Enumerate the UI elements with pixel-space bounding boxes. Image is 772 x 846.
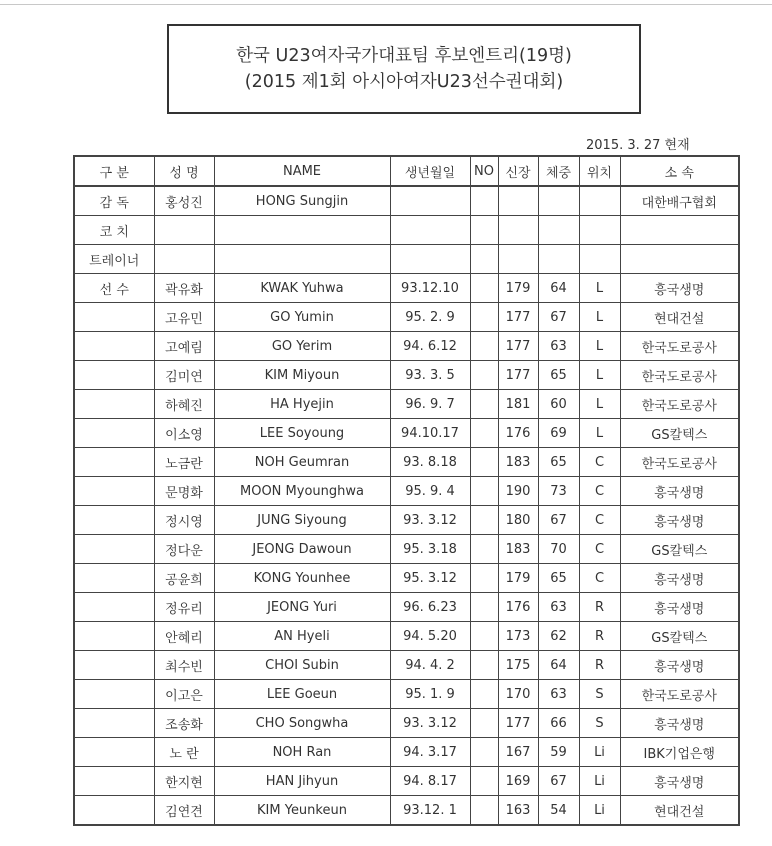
cell-birthdate: 94. 6.12 — [390, 332, 470, 361]
cell-position: C — [579, 535, 620, 564]
cell-weight: 62 — [538, 622, 579, 651]
cell-number — [470, 216, 498, 245]
cell-team: 흥국생명 — [620, 477, 739, 506]
cell-height: 175 — [498, 651, 538, 680]
cell-number — [470, 419, 498, 448]
cell-position: S — [579, 709, 620, 738]
cell-position — [579, 186, 620, 216]
cell-name-english: CHOI Subin — [214, 651, 390, 680]
cell-weight: 67 — [538, 506, 579, 535]
cell-position: C — [579, 506, 620, 535]
cell-height: 179 — [498, 274, 538, 303]
cell-position: L — [579, 361, 620, 390]
cell-team: 흥국생명 — [620, 274, 739, 303]
cell-number — [470, 448, 498, 477]
cell-name-english: KONG Younhee — [214, 564, 390, 593]
cell-number — [470, 245, 498, 274]
table-row — [74, 622, 739, 651]
cell-team: 흥국생명 — [620, 564, 739, 593]
cell-name-english: AN Hyeli — [214, 622, 390, 651]
cell-name-korean: 고유민 — [154, 303, 214, 332]
cell-team: 한국도로공사 — [620, 361, 739, 390]
document-subtitle: (2015 제1회 아시아여자U23선수권대회) — [244, 72, 564, 92]
cell-category — [74, 332, 154, 361]
cell-category — [74, 477, 154, 506]
cell-weight: 73 — [538, 477, 579, 506]
cell-weight: 63 — [538, 332, 579, 361]
header-name-korean: 성 명 — [154, 156, 214, 186]
document-title: 한국 U23여자국가대표팀 후보엔트리(19명) — [236, 46, 572, 66]
cell-name-english: HONG Sungjin — [214, 186, 390, 216]
cell-height: 167 — [498, 738, 538, 767]
cell-birthdate: 93.12.10 — [390, 274, 470, 303]
cell-height: 173 — [498, 622, 538, 651]
table-row — [74, 361, 739, 390]
table-row — [74, 651, 739, 680]
cell-number — [470, 767, 498, 796]
table-row — [74, 535, 739, 564]
cell-birthdate — [390, 186, 470, 216]
cell-team: 흥국생명 — [620, 767, 739, 796]
cell-name-korean: 김연견 — [154, 796, 214, 826]
table-row — [74, 419, 739, 448]
cell-name-korean: 최수빈 — [154, 651, 214, 680]
cell-category — [74, 738, 154, 767]
cell-number — [470, 535, 498, 564]
table-row — [74, 303, 739, 332]
cell-height: 177 — [498, 303, 538, 332]
cell-category — [74, 680, 154, 709]
cell-team: 현대건설 — [620, 303, 739, 332]
cell-name-korean: 공윤희 — [154, 564, 214, 593]
cell-name-korean: 정다운 — [154, 535, 214, 564]
cell-name-english: CHO Songwha — [214, 709, 390, 738]
table-row — [74, 709, 739, 738]
cell-name-korean — [154, 245, 214, 274]
cell-name-korean: 노금란 — [154, 448, 214, 477]
cell-position — [579, 216, 620, 245]
cell-number — [470, 274, 498, 303]
cell-birthdate — [390, 245, 470, 274]
cell-name-english — [214, 245, 390, 274]
cell-height: 177 — [498, 709, 538, 738]
cell-team: 현대건설 — [620, 796, 739, 826]
cell-name-english: GO Yerim — [214, 332, 390, 361]
table-row — [74, 448, 739, 477]
cell-category — [74, 593, 154, 622]
cell-birthdate: 95. 3.18 — [390, 535, 470, 564]
cell-number — [470, 390, 498, 419]
cell-height — [498, 245, 538, 274]
cell-position: L — [579, 303, 620, 332]
cell-height: 183 — [498, 448, 538, 477]
cell-category — [74, 622, 154, 651]
table-row — [74, 767, 739, 796]
roster-table — [73, 155, 740, 826]
cell-name-english: KWAK Yuhwa — [214, 274, 390, 303]
cell-height: 181 — [498, 390, 538, 419]
table-row — [74, 593, 739, 622]
cell-name-english: JEONG Yuri — [214, 593, 390, 622]
cell-position: L — [579, 332, 620, 361]
cell-team: 흥국생명 — [620, 506, 739, 535]
cell-number — [470, 651, 498, 680]
cell-weight: 64 — [538, 274, 579, 303]
cell-birthdate: 94. 3.17 — [390, 738, 470, 767]
cell-weight: 64 — [538, 651, 579, 680]
cell-birthdate: 95. 3.12 — [390, 564, 470, 593]
cell-category — [74, 303, 154, 332]
cell-birthdate: 95. 2. 9 — [390, 303, 470, 332]
header-category: 구 분 — [74, 156, 154, 186]
cell-name-english: LEE Soyoung — [214, 419, 390, 448]
cell-birthdate: 93. 3.12 — [390, 709, 470, 738]
cell-number — [470, 622, 498, 651]
cell-position: C — [579, 477, 620, 506]
cell-height — [498, 186, 538, 216]
cell-name-english: NOH Ran — [214, 738, 390, 767]
cell-name-english: GO Yumin — [214, 303, 390, 332]
cell-height: 177 — [498, 361, 538, 390]
cell-weight: 63 — [538, 680, 579, 709]
cell-weight: 59 — [538, 738, 579, 767]
cell-position: L — [579, 419, 620, 448]
cell-number — [470, 303, 498, 332]
table-row — [74, 216, 739, 245]
cell-position — [579, 245, 620, 274]
cell-name-korean: 고예림 — [154, 332, 214, 361]
cell-weight — [538, 186, 579, 216]
cell-weight: 54 — [538, 796, 579, 826]
cell-category: 감 독 — [74, 186, 154, 216]
header-birthdate: 생년월일 — [390, 156, 470, 186]
cell-height: 179 — [498, 564, 538, 593]
cell-birthdate: 93. 8.18 — [390, 448, 470, 477]
cell-birthdate: 94. 5.20 — [390, 622, 470, 651]
cell-name-korean: 노 란 — [154, 738, 214, 767]
table-row — [74, 186, 739, 216]
cell-category — [74, 767, 154, 796]
table-row — [74, 680, 739, 709]
cell-weight: 67 — [538, 303, 579, 332]
table-header-row — [74, 156, 739, 186]
cell-name-korean: 정시영 — [154, 506, 214, 535]
cell-birthdate: 93. 3.12 — [390, 506, 470, 535]
cell-name-english: HAN Jihyun — [214, 767, 390, 796]
cell-number — [470, 332, 498, 361]
cell-category — [74, 361, 154, 390]
cell-height: 176 — [498, 593, 538, 622]
cell-weight: 67 — [538, 767, 579, 796]
cell-position: R — [579, 622, 620, 651]
cell-name-korean: 정유리 — [154, 593, 214, 622]
cell-height: 190 — [498, 477, 538, 506]
cell-height: 177 — [498, 332, 538, 361]
cell-team: 한국도로공사 — [620, 390, 739, 419]
cell-name-english — [214, 216, 390, 245]
cell-category — [74, 651, 154, 680]
table-row — [74, 506, 739, 535]
cell-team — [620, 216, 739, 245]
as-of-date: 2015. 3. 27 현재 — [586, 138, 690, 153]
cell-weight: 69 — [538, 419, 579, 448]
cell-position: S — [579, 680, 620, 709]
cell-position: L — [579, 390, 620, 419]
cell-category: 트레이너 — [74, 245, 154, 274]
header-position: 위치 — [579, 156, 620, 186]
cell-name-english: KIM Yeunkeun — [214, 796, 390, 826]
header-weight: 체중 — [538, 156, 579, 186]
cell-name-korean — [154, 216, 214, 245]
cell-weight: 65 — [538, 361, 579, 390]
cell-team: 한국도로공사 — [620, 332, 739, 361]
cell-name-english: HA Hyejin — [214, 390, 390, 419]
cell-weight — [538, 216, 579, 245]
header-number: NO — [470, 156, 498, 186]
cell-birthdate: 94. 8.17 — [390, 767, 470, 796]
cell-birthdate: 94. 4. 2 — [390, 651, 470, 680]
table-row — [74, 564, 739, 593]
cell-team — [620, 245, 739, 274]
cell-category: 코 치 — [74, 216, 154, 245]
cell-position: R — [579, 593, 620, 622]
cell-birthdate: 96. 9. 7 — [390, 390, 470, 419]
cell-weight: 70 — [538, 535, 579, 564]
cell-position: C — [579, 564, 620, 593]
cell-weight — [538, 245, 579, 274]
table-row — [74, 477, 739, 506]
cell-team: IBK기업은행 — [620, 738, 739, 767]
cell-name-korean: 이고은 — [154, 680, 214, 709]
cell-number — [470, 796, 498, 826]
cell-number — [470, 593, 498, 622]
table-row — [74, 390, 739, 419]
cell-category — [74, 535, 154, 564]
cell-height: 183 — [498, 535, 538, 564]
cell-number — [470, 361, 498, 390]
table-row — [74, 738, 739, 767]
cell-team: 흥국생명 — [620, 709, 739, 738]
cell-position: Li — [579, 738, 620, 767]
header-height: 신장 — [498, 156, 538, 186]
cell-weight: 66 — [538, 709, 579, 738]
cell-number — [470, 477, 498, 506]
header-team: 소 속 — [620, 156, 739, 186]
cell-name-korean: 김미연 — [154, 361, 214, 390]
cell-name-korean: 이소영 — [154, 419, 214, 448]
cell-name-korean: 곽유화 — [154, 274, 214, 303]
cell-position: Li — [579, 767, 620, 796]
cell-name-english: LEE Goeun — [214, 680, 390, 709]
cell-number — [470, 186, 498, 216]
cell-position: Li — [579, 796, 620, 826]
cell-name-korean: 하혜진 — [154, 390, 214, 419]
cell-height: 169 — [498, 767, 538, 796]
cell-height: 163 — [498, 796, 538, 826]
cell-team: 흥국생명 — [620, 593, 739, 622]
cell-weight: 63 — [538, 593, 579, 622]
cell-category — [74, 448, 154, 477]
cell-team: GS칼텍스 — [620, 622, 739, 651]
cell-name-korean: 문명화 — [154, 477, 214, 506]
cell-category — [74, 564, 154, 593]
cell-name-english: JEONG Dawoun — [214, 535, 390, 564]
cell-category — [74, 419, 154, 448]
cell-category — [74, 390, 154, 419]
cell-weight: 65 — [538, 448, 579, 477]
cell-position: R — [579, 651, 620, 680]
cell-birthdate: 93.12. 1 — [390, 796, 470, 826]
header-name-english: NAME — [214, 156, 390, 186]
cell-category — [74, 796, 154, 826]
cell-birthdate: 93. 3. 5 — [390, 361, 470, 390]
cell-name-english: JUNG Siyoung — [214, 506, 390, 535]
cell-team: GS칼텍스 — [620, 419, 739, 448]
cell-name-korean: 한지현 — [154, 767, 214, 796]
title-box — [167, 24, 641, 114]
cell-team: 흥국생명 — [620, 651, 739, 680]
cell-height: 170 — [498, 680, 538, 709]
cell-team: 대한배구협회 — [620, 186, 739, 216]
table-row — [74, 796, 739, 826]
cell-category — [74, 709, 154, 738]
cell-name-korean: 홍성진 — [154, 186, 214, 216]
cell-name-korean: 조송화 — [154, 709, 214, 738]
cell-height: 180 — [498, 506, 538, 535]
cell-birthdate: 94.10.17 — [390, 419, 470, 448]
cell-team: 한국도로공사 — [620, 680, 739, 709]
cell-name-english: KIM Miyoun — [214, 361, 390, 390]
cell-team: GS칼텍스 — [620, 535, 739, 564]
cell-number — [470, 709, 498, 738]
cell-height — [498, 216, 538, 245]
cell-number — [470, 564, 498, 593]
table-row — [74, 332, 739, 361]
cell-position: L — [579, 274, 620, 303]
cell-name-english: NOH Geumran — [214, 448, 390, 477]
cell-birthdate — [390, 216, 470, 245]
cell-number — [470, 738, 498, 767]
cell-weight: 65 — [538, 564, 579, 593]
cell-team: 한국도로공사 — [620, 448, 739, 477]
cell-birthdate: 96. 6.23 — [390, 593, 470, 622]
table-row — [74, 245, 739, 274]
cell-number — [470, 680, 498, 709]
cell-height: 176 — [498, 419, 538, 448]
cell-position: C — [579, 448, 620, 477]
table-row — [74, 274, 739, 303]
cell-birthdate: 95. 1. 9 — [390, 680, 470, 709]
cell-birthdate: 95. 9. 4 — [390, 477, 470, 506]
cell-number — [470, 506, 498, 535]
cell-category: 선 수 — [74, 274, 154, 303]
cell-name-english: MOON Myounghwa — [214, 477, 390, 506]
cell-weight: 60 — [538, 390, 579, 419]
cell-category — [74, 506, 154, 535]
top-divider — [0, 4, 772, 5]
cell-name-korean: 안혜리 — [154, 622, 214, 651]
